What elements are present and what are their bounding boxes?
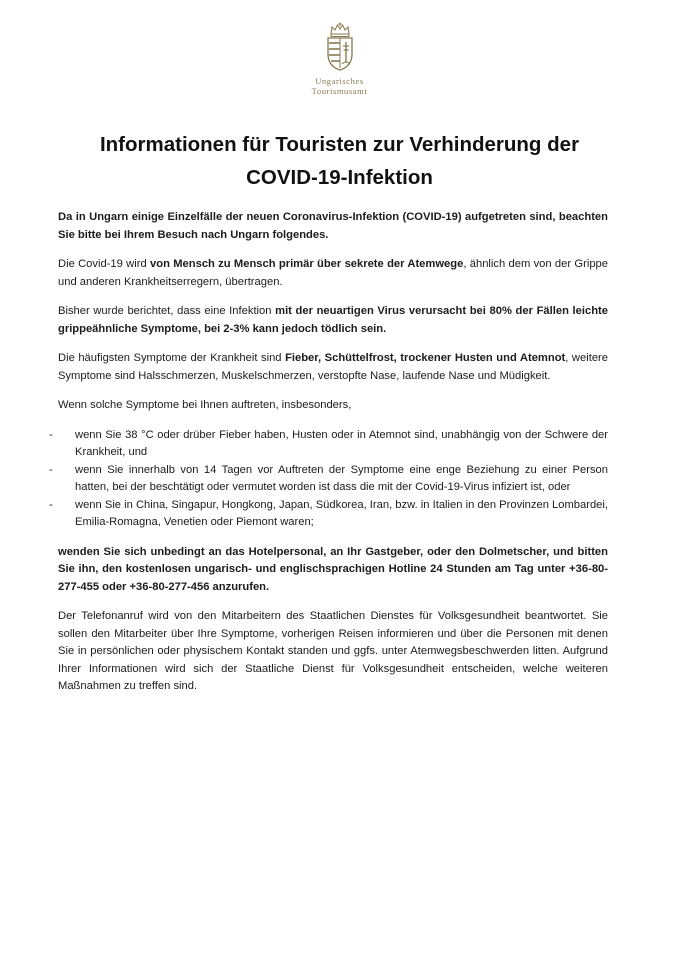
list-item — [49, 427, 608, 462]
condition-intro: Wenn solche Symptome bei Ihnen auftreten, insbesonders, — [58, 399, 352, 411]
action-text: wenden Sie sich unbedingt an das Hotelpersonal, an Ihr Gastgeber, oder den Dolmetscher, und bitten Sie ihn, den kostenlosen ungarisch- und englischsprachigen Hotline 24 Stunden am Tag unter +36-80-277-455 oder +36-80-277-456 anzurufen. — [58, 545, 608, 593]
title-line2: COVID-19-Infektion — [246, 166, 433, 189]
letterhead — [0, 22, 679, 96]
action-paragraph — [58, 544, 608, 597]
hungarian-coat-of-arms-icon — [320, 22, 360, 72]
closing-paragraph: Der Telefonanruf wird von den Mitarbeitern des Staatlichen Dienstes für Volksgesundheit beantwortet. Sie sollen den Mitarbeiter über Ihre Symptome, vorherigen Reisen informieren und über die Personen mit denen Sie in persönlichen oder physischem Kontakt standen und ggfs. unter Atemwegsbeschwerden litten. Aufgrund Ihrer Informationen wird sich der Staatliche Dienst für Volksgesundheit entscheiden, welche weiteren Maßnahmen zu treffen sind. — [58, 610, 608, 692]
symptoms-text-post: , weitere Symptome sind Halsschmerzen, Muskelschmerzen, verstopfte Nase, laufende Nase und Müdigkeit. — [58, 352, 608, 382]
severity-paragraph — [58, 303, 608, 338]
intro-paragraph — [58, 209, 608, 244]
org-name-line1: Ungarisches — [315, 76, 364, 86]
list-item — [49, 462, 608, 497]
list-item-text: wenn Sie innerhalb von 14 Tagen vor Auftreten der Symptome eine enge Beziehung zu einer Person hatten, bei der beschtätigt oder vermutet worden ist dass die mit der Covid-19-Virus infiziert ist, oder — [75, 463, 608, 493]
transmission-paragraph — [58, 256, 608, 291]
list-dash: - — [49, 463, 53, 476]
condition-list — [49, 427, 608, 532]
title-line1: Informationen für Touristen zur Verhinderung der — [99, 133, 580, 156]
intro-text: Da in Ungarn einige Einzelfälle der neuen Coronavirus-Infektion (COVID-19) aufgetreten sind, beachten Sie bitte bei Ihrem Besuch nach Ungarn folgendes. — [58, 211, 608, 241]
transmission-text-bold: von Mensch zu Mensch primär über sekrete der Atemwege — [150, 258, 464, 270]
org-name-line2: Tourismusamt — [311, 86, 368, 96]
list-dash: - — [49, 428, 53, 441]
list-item-text: wenn Sie 38 °C oder drüber Fieber haben, Husten oder in Atemnot sind, unabhängig von der Schwere der Krankheit, und — [75, 428, 608, 458]
transmission-text-pre: Die Covid-19 wird — [58, 258, 151, 270]
document-body — [49, 209, 608, 708]
transmission-text-post: , ähnlich dem von der Grippe und anderen Krankheitserregern, übertragen. — [58, 258, 608, 288]
severity-text-pre: Bisher wurde berichtet, dass eine Infektion — [58, 305, 276, 317]
symptoms-text-bold: Fieber, Schüttelfrost, trockener Husten und Atemnot — [285, 352, 566, 364]
symptoms-text-pre: Die häufigsten Symptome der Krankheit sind — [58, 352, 286, 364]
symptoms-paragraph — [58, 350, 608, 385]
page-title — [50, 128, 629, 194]
severity-text-bold: mit der neuartigen Virus verursacht bei 80% der Fällen leichte grippeähnliche Symptome, bei 2-3% kann jedoch tödlich sein. — [58, 305, 608, 335]
list-item-text: wenn Sie in China, Singapur, Hongkong, Japan, Südkorea, Iran, bzw. in Italien in den Provinzen Lombardei, Emilia-Romagna, Venetien oder Piemont waren; — [75, 498, 608, 528]
list-item — [49, 497, 608, 532]
list-dash: - — [49, 498, 53, 511]
